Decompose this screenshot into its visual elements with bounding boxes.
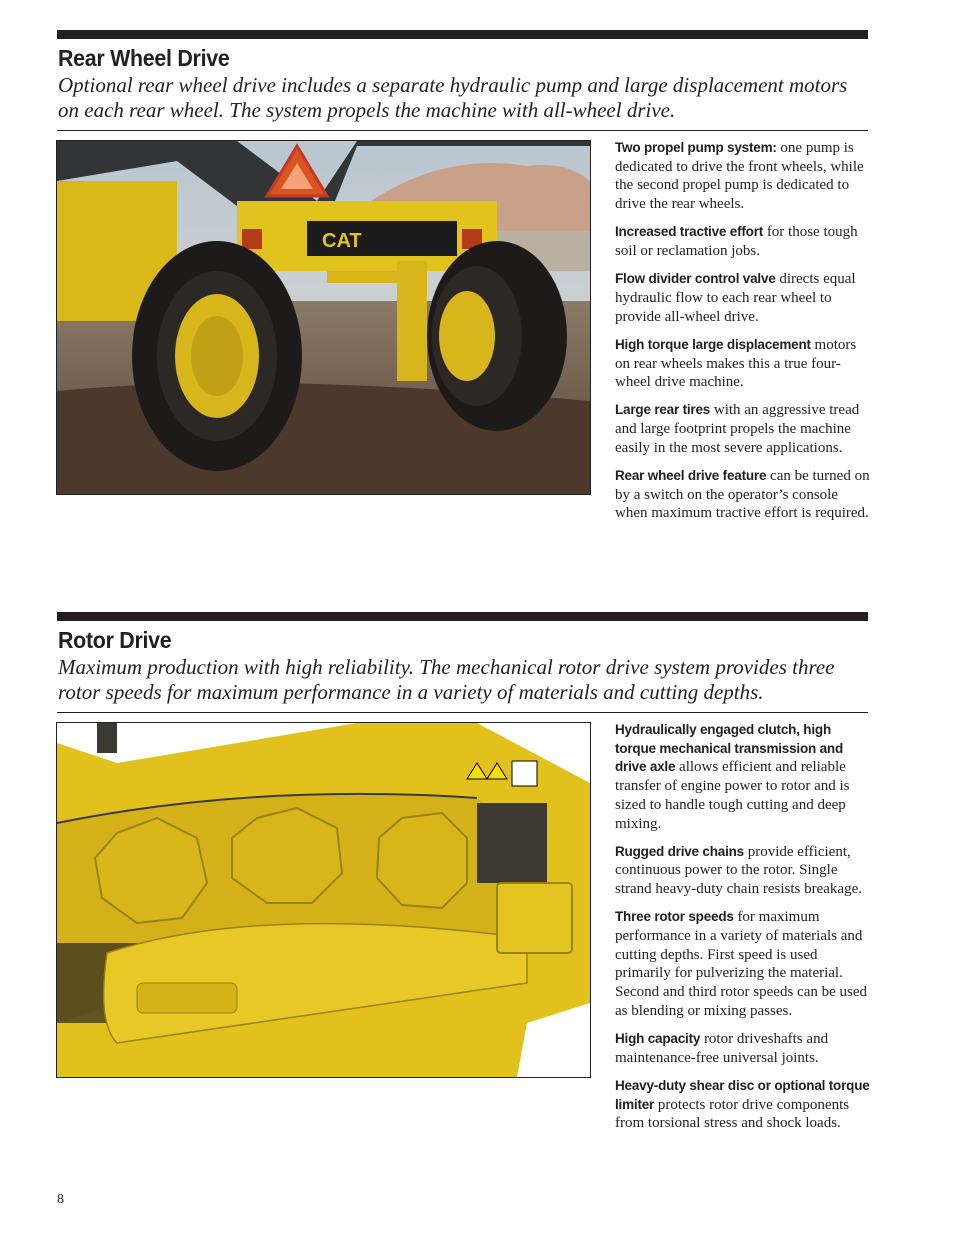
list-item: Two propel pump system: one pump is dedicated to drive the front wheels, while the second propel pump is dedicated to drive the rear wheels. [615, 140, 864, 213]
list-item: Heavy-duty shear disc or optional torque limiter protects rotor drive components from torsional stress and shock loads. [615, 1077, 870, 1132]
list-item: Increased tractive effort for those tough soil or reclamation jobs. [615, 224, 858, 260]
page-number: 8 [57, 1192, 64, 1207]
list-item: Three rotor speeds for maximum performance in a variety of materials and cutting depths. First speed is used primarily for pulverizing the material. Second and third rotor speeds can be used as blending or mixing passes. [615, 909, 868, 1019]
list-item: Rugged drive chains provide efficient, continuous power to the rotor. Single strand heavy-duty chain resists breakage. [615, 843, 862, 898]
list-item: Large rear tires with an aggressive tread and large footprint propels the machine easily in the most severe applications. [615, 402, 860, 456]
section-heading: Rotor Drive [58, 627, 172, 653]
section-intro: Maximum production with high reliability. The mechanical rotor drive system provides three rotor speeds for maximum performance in a variety of materials and cutting depths. [58, 655, 835, 704]
section-rule [57, 130, 868, 131]
list-item: Flow divider control valve directs equal hydraulic flow to each rear wheel to provide all-wheel drive. [615, 271, 856, 325]
list-item: High capacity rotor driveshafts and maintenance-free universal joints. [615, 1031, 829, 1066]
section-divider-bar [57, 30, 868, 39]
cat-decal: CAT [322, 230, 362, 252]
rear-feature-list [615, 139, 873, 533]
rotor-drive-photo [56, 722, 591, 1078]
rotor-drive-section [57, 612, 868, 713]
rotor-feature-list [615, 721, 873, 1143]
section-divider-bar [57, 612, 868, 621]
list-item: Hydraulically engaged clutch, high torque mechanical transmission and drive axle allows efficient and reliable transfer of engine power to rotor and is sized to handle tough cutting and deep mixing. [615, 722, 850, 832]
section-heading: Rear Wheel Drive [58, 45, 230, 71]
section-rule [57, 712, 868, 713]
rear-wheel-photo [56, 140, 591, 495]
rear-wheel-drive-section [57, 30, 868, 131]
list-item: Rear wheel drive feature can be turned on by a switch on the operator’s console when maximum tractive effort is required. [615, 468, 870, 522]
section-intro: Optional rear wheel drive includes a separate hydraulic pump and large displacement motors on each rear wheel. The system propels the machine with all-wheel drive. [58, 73, 848, 122]
list-item: High torque large displacement motors on rear wheels makes this a true four-wheel drive machine. [615, 336, 857, 391]
